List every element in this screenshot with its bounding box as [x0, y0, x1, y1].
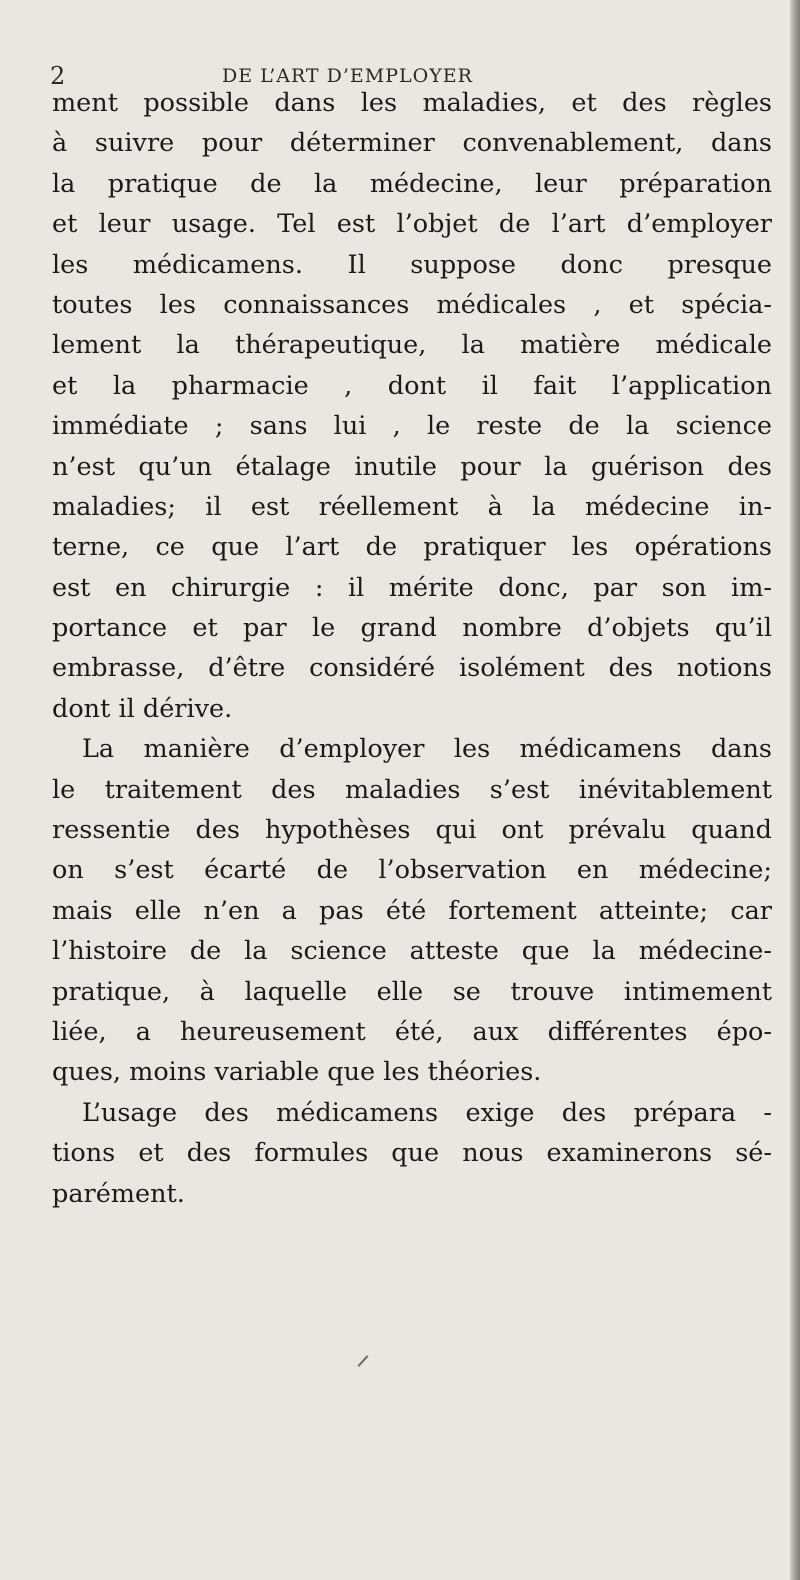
text-line: est en chirurgie : il mérite donc, par son im- [52, 572, 772, 603]
text-line: n’est qu’un étalage inutile pour la guérison des [52, 451, 772, 482]
text-line: dont il dérive. [52, 693, 233, 724]
text-line: l’histoire de la science atteste que la médecine- [52, 936, 772, 967]
text-line: le traitement des maladies s’est inévitablement [52, 774, 772, 805]
page-edge-shadow [790, 0, 800, 1580]
text-line: portance et par le grand nombre d’objets qu’il [52, 613, 772, 644]
text-line: liée, a heureusement été, aux différentes épo- [52, 1016, 772, 1047]
text-line: la pratique de la médecine, leur préparation [52, 168, 772, 199]
text-line: parément. [52, 1178, 185, 1209]
text-line: embrasse, d’être considéré isolément des notions [52, 653, 772, 684]
running-title: DE L’ART D’EMPLOYER [222, 65, 473, 87]
text-line: ques, moins variable que les théories. [52, 1057, 542, 1088]
text-line: on s’est écarté de l’observation en médecine; [52, 855, 772, 886]
text-line: L’usage des médicamens exige des prépara - [82, 1097, 772, 1128]
text-line: mais elle n’en a pas été fortement atteinte; car [52, 895, 772, 926]
text-line: tions et des formules que nous examinerons sé- [52, 1138, 772, 1169]
text-line: La manière d’employer les médicamens dans [82, 734, 772, 765]
text-line: ressentie des hypothèses qui ont prévalu quand [52, 815, 772, 846]
text-line: et leur usage. Tel est l’objet de l’art d’employer [52, 209, 772, 240]
text-line: terne, ce que l’art de pratiquer les opérations [52, 532, 772, 563]
text-line: à suivre pour déterminer convenablement, dans [52, 128, 772, 159]
text-line: maladies; il est réellement à la médecine in- [52, 491, 772, 522]
text-line: les médicamens. Il suppose donc presque [52, 249, 772, 280]
stray-pen-mark [358, 1355, 369, 1367]
text-line: ment possible dans les maladies, et des règles [52, 88, 772, 118]
page-number: 2 [50, 62, 66, 90]
text-line: immédiate ; sans lui , le reste de la science [52, 411, 772, 442]
text-line: pratique, à laquelle elle se trouve intimement [52, 976, 772, 1007]
body-text [52, 83, 772, 1214]
text-line: toutes les connaissances médicales , et spécia- [52, 289, 772, 320]
text-line: et la pharmacie , dont il fait l’application [52, 370, 772, 401]
text-line: lement la thérapeutique, la matière médicale [52, 330, 772, 361]
